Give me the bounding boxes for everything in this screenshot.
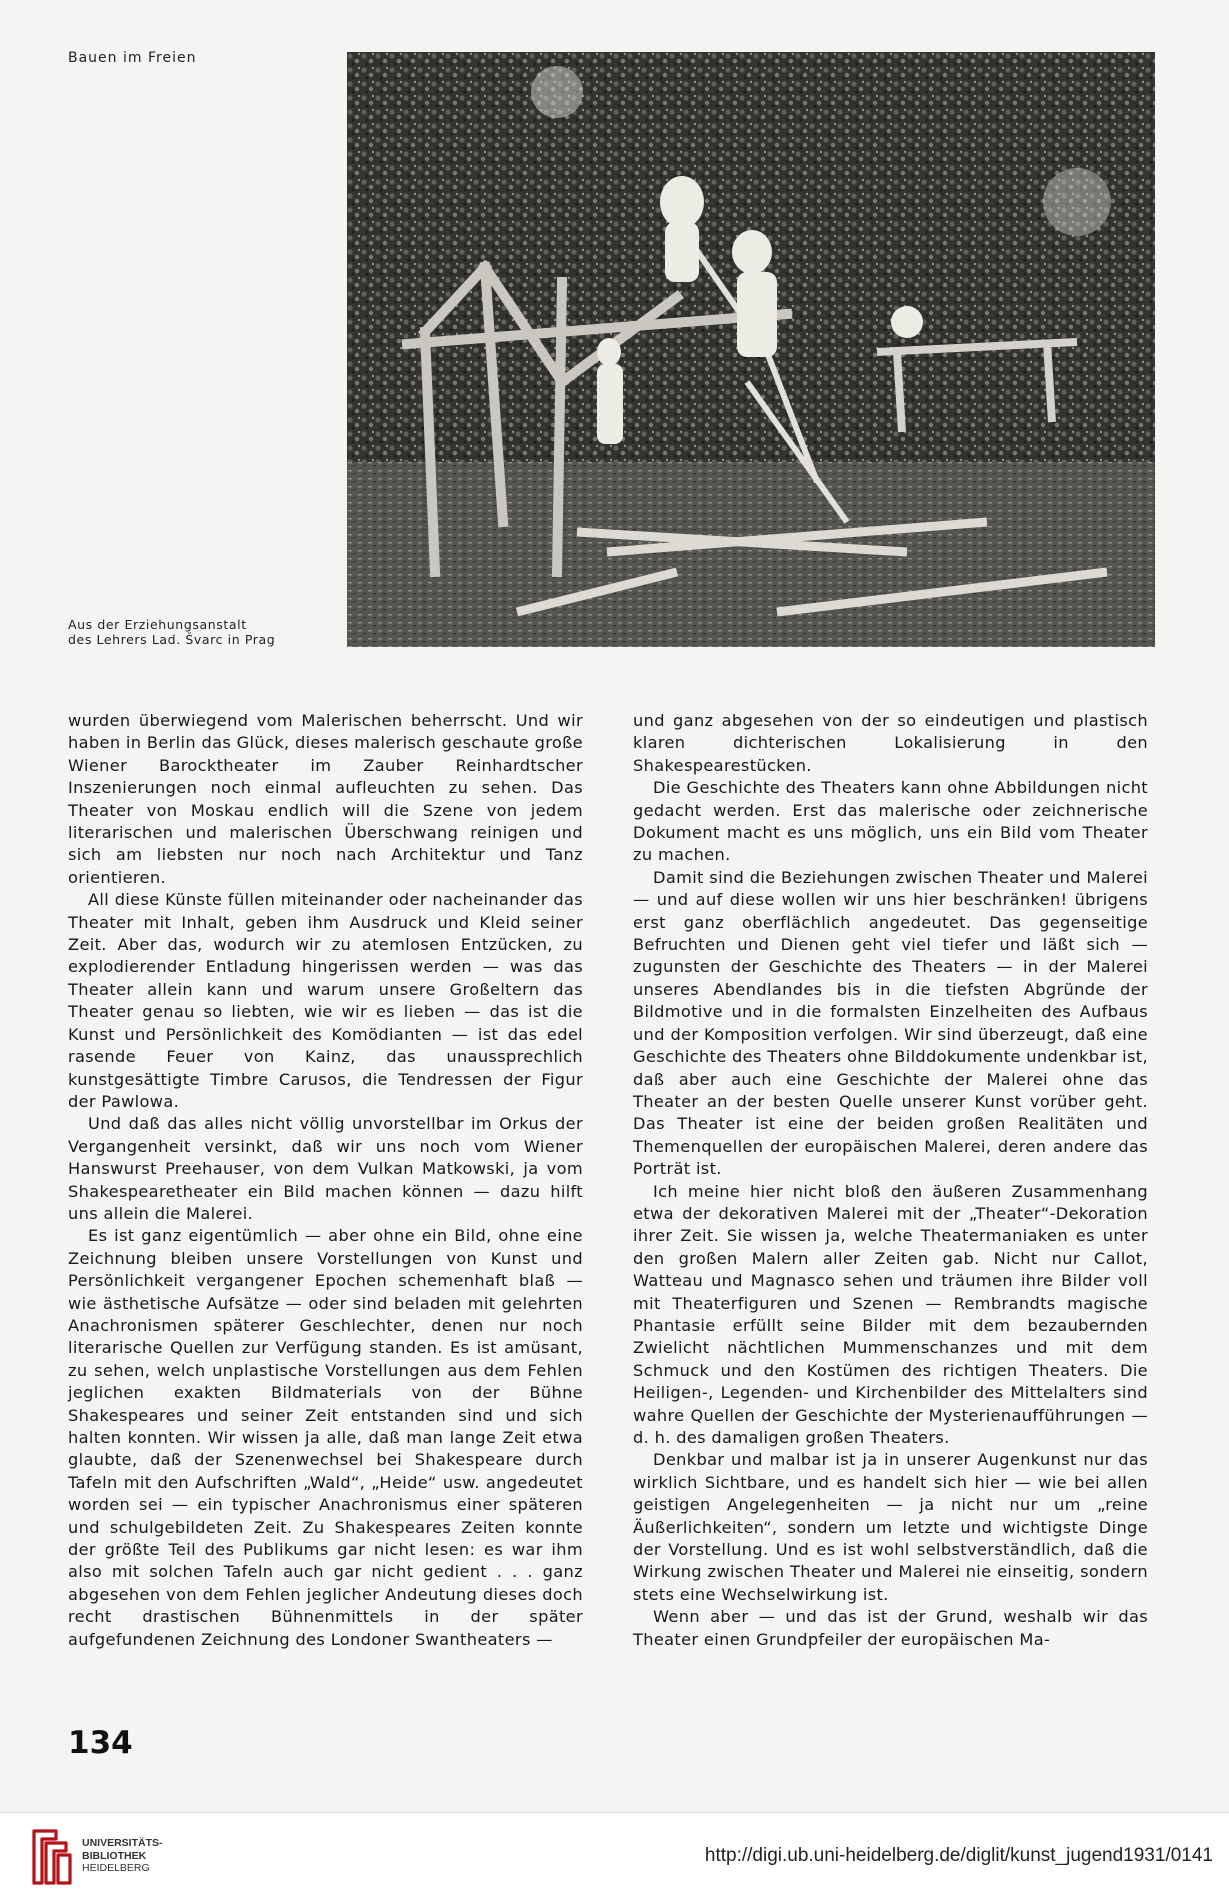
paragraph: Denkbar und malbar ist ja in unserer Augenkunst nur das wirklich Sichtbare, und es handelt sich hier — wie bei allen geistigen Angelegenheiten — ja nicht nur um „reine Äußerlichkeiten“, sondern um letzte und wichtigste Dinge der Vorstellung. Und es ist wohl selbstverständlich, daß die Wirkung zwischen Theater und Malerei nie einseitig, sondern stets eine Wechselwirkung ist. xyxy=(633,1450,1148,1604)
text-column-left xyxy=(68,710,583,1651)
paragraph: Damit sind die Beziehungen zwischen Theater und Malerei — und auf diese wollen wir uns hier beschränken! übrigens erst ganz oberflächlich angedeutet. Das gegenseitige Befruchten und Dienen geht viel tiefer und läßt sich — zugunsten der Geschichte des Theaters — in der Malerei unseres Abendlandes bis in die tiefsten Abgründe der Bildmotive und in die formalsten Einzelheiten des Aufbaus und der Komposition verfolgen. Wir sind überzeugt, daß eine Geschichte des Theaters ohne Bilddokumente undenkbar ist, daß aber auch eine Geschichte der Malerei ohne das Theater an der besten Quelle unserer Kunst vorüber geht. Das Theater ist eine der beiden großen Realitäten und Themenquellen der europäischen Malerei, deren andere das Porträt ist. xyxy=(633,867,1148,1179)
text-column-right xyxy=(633,710,1148,1651)
source-url[interactable]: http://digi.ub.uni-heidelberg.de/diglit/kunst_jugend1931/0141 xyxy=(704,1845,1213,1866)
library-name-line: UNIVERSITÄTS- xyxy=(82,1837,163,1849)
paragraph: Und daß das alles nicht völlig unvorstellbar im Orkus der Vergangenheit versinkt, daß wir uns noch vom Wiener Hanswurst Preehauser, von dem Vulkan Matkowski, ja vom Shakespearetheater ein Bild machen können — dazu hilft uns allein die Malerei. xyxy=(68,1114,583,1223)
paragraph: wurden überwiegend vom Malerischen beherrscht. Und wir haben in Berlin das Glück, dieses malerisch geschaute große Wiener Barocktheater im Zauber Reinhardtscher Inszenierungen noch einmal aufleuchten zu sehen. Das Theater von Moskau endlich will die Szene von jedem literarischen und malerischen Überschwang reinigen und sich am liebsten nur noch nach Architektur und Tanz orientieren. xyxy=(68,711,583,887)
paragraph: Die Geschichte des Theaters kann ohne Abbildungen nicht gedacht werden. Erst das malerische oder zeichnerische Dokument macht es uns möglich, uns ein Bild vom Theater zu machen. xyxy=(633,778,1148,865)
photograph-icon xyxy=(347,52,1155,647)
ub-heidelberg-logo-icon xyxy=(26,1825,76,1889)
paragraph: Ich meine hier nicht bloß den äußeren Zusammenhang etwa der dekorativen Malerei mit der „Theater“-Dekoration ihrer Zeit. Sie wissen ja, welche Theatermaniaken es unter den großen Malern aller Zeiten gab. Nicht nur Callot, Watteau und Magnasco sehen und träumen ihre Bilder voll mit Theaterfiguren und Szenen — Rembrandts magische Phantasie erfüllt seine Bilder mit dem bezaubernden Zwielicht nächtlichen Mummenschanzes und mit dem Schmuck und den Kostümen des richtigen Theaters. Die Heiligen-, Legenden- und Kirchenbilder des Mittelalters sind wahre Quellen der Geschichte der Mysterienaufführungen — d. h. des damaligen großen Theaters. xyxy=(633,1181,1148,1447)
library-name-line: HEIDELBERG xyxy=(82,1862,150,1874)
paragraph: und ganz abgesehen von der so eindeutigen und plastisch klaren dichterischen Lokalisierung in den Shakespearestücken. xyxy=(633,711,1148,775)
digitization-footer xyxy=(0,1812,1229,1902)
running-head: Bauen im Freien xyxy=(68,50,197,66)
caption-line: des Lehrers Lad. Švarc in Prag xyxy=(68,632,276,647)
paragraph: Wenn aber — und das ist der Grund, weshalb wir das Theater einen Grundpfeiler der europäischen Ma- xyxy=(633,1607,1148,1649)
library-name-line: BIBLIOTHEK xyxy=(82,1849,147,1862)
paragraph: Es ist ganz eigentümlich — aber ohne ein Bild, ohne eine Zeichnung bleiben unsere Vorstellungen von Kunst und Persönlichkeit vergangener Epochen schemenhaft blaß — wie ästhetische Aufsätze — oder sind beladen mit gelehrten Anachronismen späterer Geschlechter, denen nur noch literarische Quellen zur Verfügung standen. Es ist amüsant, zu sehen, welch unplastische Vorstellungen aus dem Fehlen jeglichen exakten Bildmaterials von der Bühne Shakespeares und seiner Zeit entstanden sind und sich halten konnten. Wir wissen ja alle, daß man lange Zeit etwa glaubte, daß der Szenenwechsel bei Shakespeare durch Tafeln mit den Aufschriften „Wald“, „Heide“ usw. angedeutet worden sei — ein typischer Anachronismus einer späteren und schulgebildeten Zeit. Zu Shakespeares Zeiten konnte der größte Teil des Publikums gar nicht lesen: es war ihm also mit solchen Tafeln auch gar nicht gedient . . . ganz abgesehen von dem Fehlen jeglicher Andeutung dieses doch recht drastischen Bühnenmittels in der später aufgefundenen Zeichnung des Londoner Swantheaters — xyxy=(68,1226,583,1649)
page-number: 134 xyxy=(68,1725,133,1761)
caption-line: Aus der Erziehungsanstalt xyxy=(68,617,247,632)
library-name xyxy=(82,1837,163,1875)
photograph-outdoor-building xyxy=(347,52,1155,647)
photo-caption xyxy=(68,617,328,647)
paragraph: All diese Künste füllen miteinander oder nacheinander das Theater mit Inhalt, geben ihm Ausdruck und Kleid seiner Zeit. Aber das, wodurch wir zu atemlosen Entzücken, zu explodierender Entladung hingerissen werden — was das Theater allein kann und warum unsere Großeltern das Theater genau so liebten, wie wir es lieben — das ist die Kunst und Persönlichkeit des Komödianten — ist das edel rasende Feuer von Kainz, das unaussprechlich kunstgesättigte Timbre Carusos, die Tendressen der Figur der Pawlowa. xyxy=(68,890,583,1111)
